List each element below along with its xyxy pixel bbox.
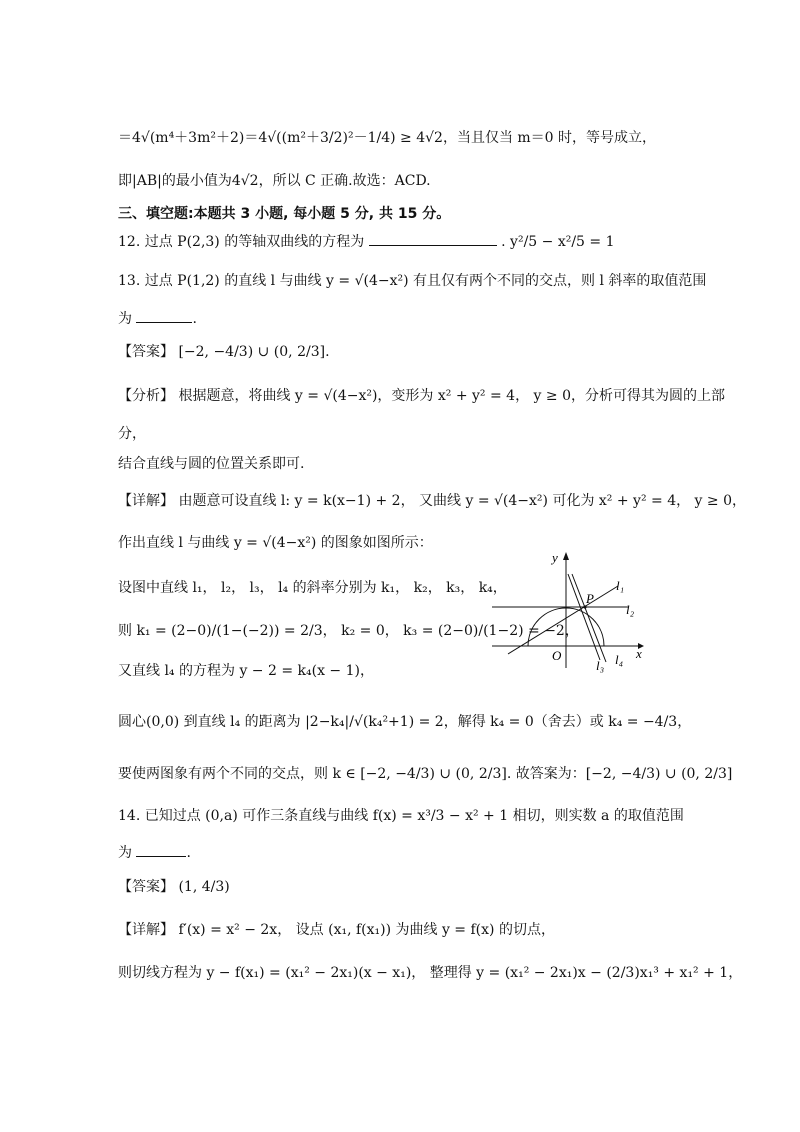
answer-label: 【答案】 bbox=[118, 344, 174, 360]
question-prompt-tail: 为 bbox=[118, 845, 132, 861]
detail-line: 要使两图象有两个不同的交点，则 k ∈ [−2, −4/3) ∪ (0, 2/3]. 故答案为：[−2, −4/3) ∪ (0, 2/3] bbox=[118, 766, 733, 782]
answer-line bbox=[118, 877, 230, 897]
y-axis-arrow bbox=[563, 552, 569, 560]
question-14-prompt: 14. 已知过点 (0,a) 可作三条直线与曲线 f(x) = x³/3 − x² + 1 相切，则实数 a 的取值范围 bbox=[118, 808, 684, 824]
analysis-line: 结合直线与圆的位置关系即可. bbox=[118, 456, 305, 472]
answer-value: (1, 4/3) bbox=[178, 879, 230, 895]
answer-line bbox=[118, 342, 330, 362]
label-P: P bbox=[586, 591, 594, 606]
detail-line: 则切线方程为 y − f(x₁) = (x₁² − 2x₁)(x − x₁)， 整理得 y = (x₁² − 2x₁)x − (2/3)x₁³ + x₁² + 1， bbox=[118, 965, 743, 981]
line-l4 bbox=[572, 574, 606, 662]
label-l2: l₂ bbox=[626, 602, 635, 617]
answer-value: [−2, −4/3) ∪ (0, 2/3]. bbox=[178, 344, 330, 360]
analysis-line bbox=[118, 386, 725, 406]
detail-line: 则 k₁ = (2−0)/(1−(−2)) = 2/3， k₂ = 0， k₃ = (2−0)/(1−2) = −2， bbox=[118, 623, 579, 639]
detail-line: 设图中直线 l₁， l₂， l₃， l₄ 的斜率分别为 k₁， k₂， k₃， k₄， bbox=[118, 580, 507, 596]
detail-label: 【详解】 bbox=[118, 493, 174, 509]
label-l1: l₁ bbox=[616, 578, 625, 593]
text-line: ＝4√(m⁴＋3m²＋2)＝4√((m²＋3/2)²－1/4) ≥ 4√2，当且仅当 m＝0 时，等号成立， bbox=[118, 130, 657, 146]
analysis-label: 【分析】 bbox=[118, 388, 174, 404]
detail-label: 【详解】 bbox=[118, 922, 174, 938]
label-y: y bbox=[552, 550, 558, 565]
answer-blank bbox=[136, 842, 186, 857]
answer-blank bbox=[136, 308, 192, 323]
detail-line: 又直线 l₄ 的方程为 y − 2 = k₄(x − 1)， bbox=[118, 663, 374, 679]
analysis-text: 根据题意，将曲线 y = √(4−x²)，变形为 x² + y² = 4， y ≥ 0，分析可得其为圆的上部 bbox=[178, 388, 725, 404]
detail-line: 作出直线 l 与曲线 y = √(4−x²) 的图象如图所示： bbox=[118, 535, 433, 551]
section-heading: 三、填空题:本题共 3 小题, 每小题 5 分, 共 15 分。 bbox=[118, 206, 451, 222]
detail-line bbox=[118, 491, 746, 511]
label-origin: O bbox=[552, 648, 562, 663]
answer-blank bbox=[369, 231, 497, 246]
question-12 bbox=[118, 231, 615, 252]
question-prompt-tail: 为 bbox=[118, 311, 132, 327]
detail-line: 圆心(0,0) 到直线 l₄ 的距离为 |2−k₄|/√(k₄²+1) = 2，解得 k₄ = 0（舍去）或 k₄ = −4/3， bbox=[118, 714, 692, 730]
detail-line bbox=[118, 920, 555, 940]
question-13-prompt-tail: 为 . bbox=[118, 308, 197, 329]
answer-label: 【答案】 bbox=[118, 879, 174, 895]
detail-text: 由题意可设直线 l: y = k(x−1) + 2， 又曲线 y = √(4−x²) 可化为 x² + y² = 4， y ≥ 0， bbox=[178, 493, 746, 509]
label-l4: l₄ bbox=[615, 652, 624, 667]
question-14-prompt-tail: 为 . bbox=[118, 842, 191, 863]
line-circle-figure bbox=[488, 546, 648, 674]
text-line: 即|AB|的最小值为4√2，所以 C 正确.故选：ACD. bbox=[118, 173, 431, 189]
analysis-line: 分， bbox=[118, 426, 146, 442]
question-13-prompt: 13. 过点 P(1,2) 的直线 l 与曲线 y = √(4−x²) 有且仅有两个不同的交点，则 l 斜率的取值范围 bbox=[118, 273, 707, 289]
detail-text: f′(x) = x² − 2x， 设点 (x₁, f(x₁)) 为曲线 y = f(x) 的切点， bbox=[178, 922, 555, 938]
question-prompt: 12. 过点 P(2,3) 的等轴双曲线的方程为 bbox=[118, 234, 365, 250]
line-l3 bbox=[568, 574, 600, 660]
label-x: x bbox=[636, 646, 642, 661]
line-l1 bbox=[508, 586, 618, 654]
label-l3: l₃ bbox=[596, 658, 605, 673]
question-answer: . y²/5 − x²/5 = 1 bbox=[501, 234, 615, 250]
